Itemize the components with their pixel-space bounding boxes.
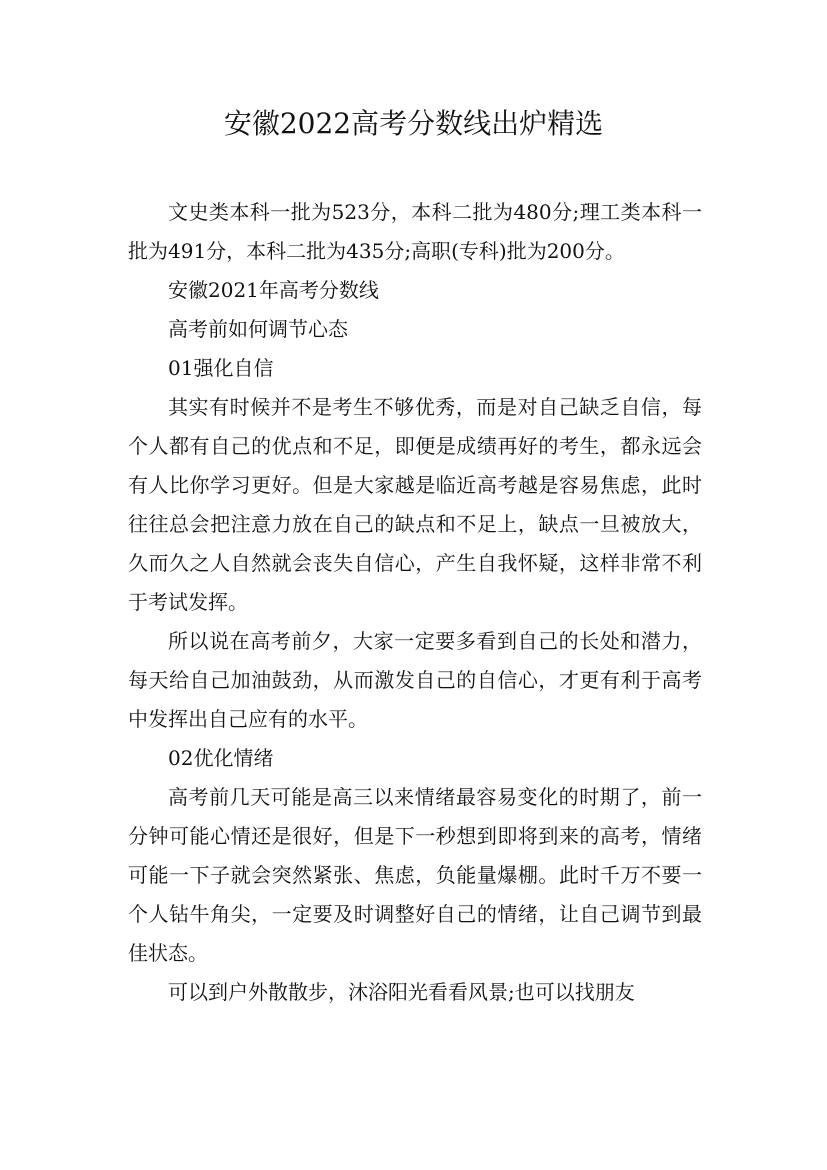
paragraph-confidence: 其实有时候并不是考生不够优秀，而是对自己缺乏自信，每个人都有自己的优点和不足，即便是成绩再好的考生，都永远会有人比你学习更好。但是大家越是临近高考越是容易焦虑，此时往往总会把注意力放在自己的缺点和不足上，缺点一旦被放大，久而久之人自然就会丧失自信心，产生自我怀疑，这样非常不利于考试发挥。 xyxy=(128,395,702,614)
section-heading-emotions: 02优化情绪 xyxy=(168,746,274,770)
section-heading-confidence: 01强化自信 xyxy=(168,356,274,380)
paragraph-mindset-heading: 高考前如何调节心态 xyxy=(168,317,348,341)
paragraph-2021-heading: 安徽2021年高考分数线 xyxy=(168,278,379,302)
document-title: 安徽2022高考分数线出炉精选 xyxy=(223,107,604,140)
paragraph-scores: 文史类本科一批为523分，本科二批为480分;理工类本科一批为491分，本科二批为435分;高职(专科)批为200分。 xyxy=(128,200,702,263)
document-body xyxy=(128,193,702,1012)
paragraph-outdoor: 可以到户外散散步，沐浴阳光看看风景;也可以找朋友 xyxy=(168,980,635,1004)
paragraph-emotions: 高考前几天可能是高三以来情绪最容易变化的时期了，前一分钟可能心情还是很好，但是下一秒想到即将到来的高考，情绪可能一下子就会突然紧张、焦虑，负能量爆棚。此时千万不要一个人钻牛角尖，一定要及时调整好自己的情绪，让自己调节到最佳状态。 xyxy=(128,785,702,965)
paragraph-strengths: 所以说在高考前夕，大家一定要多看到自己的长处和潜力，每天给自己加油鼓劲，从而激发自己的自信心，才更有利于高考中发挥出自己应有的水平。 xyxy=(128,629,702,731)
